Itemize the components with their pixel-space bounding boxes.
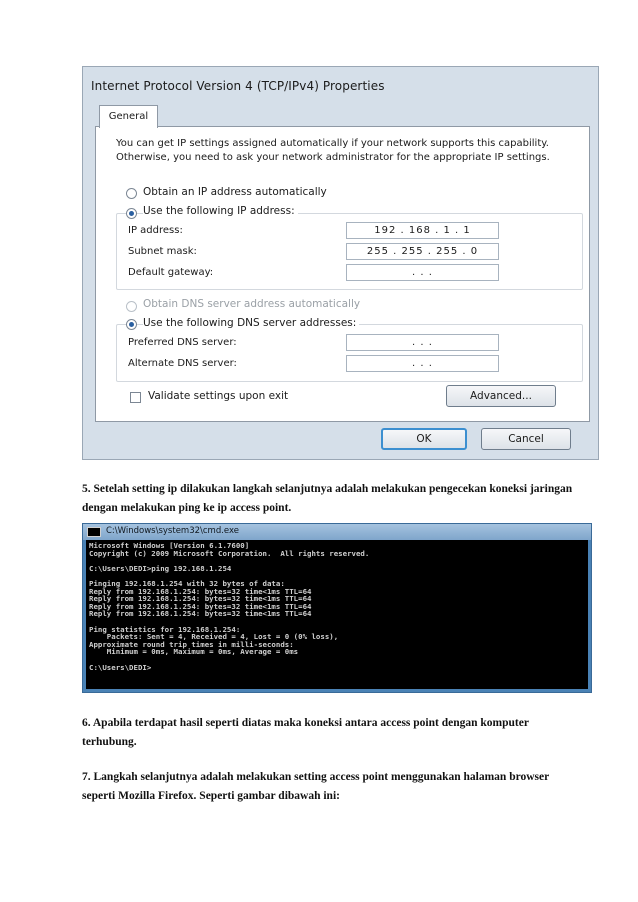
tab-general[interactable]: General xyxy=(99,105,158,128)
tcpip-properties-screenshot xyxy=(82,66,599,460)
alternate-dns-label: Alternate DNS server: xyxy=(128,358,237,369)
cancel-button[interactable]: Cancel xyxy=(481,428,571,450)
validate-checkbox[interactable] xyxy=(130,392,141,403)
preferred-dns-field[interactable]: . . . xyxy=(346,334,499,351)
cmd-output-line: Ping statistics for 192.168.1.254: xyxy=(89,624,241,634)
general-tab-panel xyxy=(95,126,590,422)
ip-auto-radio[interactable] xyxy=(126,188,137,199)
cmd-output-line: Reply from 192.168.1.254: bytes=32 time<1ms TTL=64 xyxy=(89,586,312,596)
intro-text: You can get IP settings assigned automatically if your network supports this capability. Otherwise, you need to ask your network administrator for the appropriate IP settings. xyxy=(116,138,550,163)
cmd-output-line xyxy=(89,656,585,664)
cmd-output-line: Reply from 192.168.1.254: bytes=32 time<1ms TTL=64 xyxy=(89,594,312,604)
paragraph-step-5: 5. Setelah setting ip dilakukan langkah selanjutnya adalah melakukan pengecekan koneksi jaringan dengan melakukan ping ke ip access point. xyxy=(82,483,573,514)
cmd-window-title: C:\Windows\system32\cmd.exe xyxy=(106,526,240,536)
dns-auto-radio[interactable] xyxy=(126,301,137,312)
advanced-button[interactable]: Advanced... xyxy=(446,385,556,407)
dns-manual-radio[interactable] xyxy=(126,319,137,330)
cmd-output-line: C:\Users\DEDI>ping 192.168.1.254 xyxy=(89,563,232,573)
cmd-output-line: Pinging 192.168.1.254 with 32 bytes of data: xyxy=(89,578,285,588)
dns-settings-group xyxy=(116,324,583,382)
default-gateway-field[interactable]: . . . xyxy=(346,264,499,281)
dns-manual-label: Use the following DNS server addresses: xyxy=(143,317,359,329)
cmd-output-line: C:\Users\DEDI> xyxy=(89,662,152,672)
cmd-window-icon xyxy=(87,527,101,537)
cmd-output-line: Microsoft Windows [Version 6.1.7600] xyxy=(89,541,250,550)
dns-auto-label: Obtain DNS server address automatically xyxy=(143,298,361,310)
ip-address-field[interactable]: 192 . 168 . 1 . 1 xyxy=(346,222,499,239)
ip-address-label: IP address: xyxy=(128,225,183,236)
cmd-ping-screenshot xyxy=(82,523,592,693)
cmd-output-line: Approximate round trip times in milli-seconds: xyxy=(89,639,294,649)
subnet-mask-field[interactable]: 255 . 255 . 255 . 0 xyxy=(346,243,499,260)
alternate-dns-field[interactable]: . . . xyxy=(346,355,499,372)
dialog-title: Internet Protocol Version 4 (TCP/IPv4) Properties xyxy=(91,79,385,93)
cmd-titlebar xyxy=(83,524,591,540)
cmd-output-line: Reply from 192.168.1.254: bytes=32 time<1ms TTL=64 xyxy=(89,601,312,611)
ip-manual-label: Use the following IP address: xyxy=(143,205,298,217)
cmd-output-line: Packets: Sent = 4, Received = 4, Lost = 0 (0% loss), xyxy=(89,632,339,642)
paragraph-step-7: 7. Langkah selanjutnya adalah melakukan setting access point menggunakan halaman browser seperti Mozilla Firefox. Seperti gambar dibawah ini: xyxy=(82,771,550,802)
ip-auto-label: Obtain an IP address automatically xyxy=(143,186,327,198)
paragraph-step-6: 6. Apabila terdapat hasil seperti diatas maka koneksi antara access point dengan komputer terhubung. xyxy=(82,717,529,748)
preferred-dns-label: Preferred DNS server: xyxy=(128,337,237,348)
cmd-console[interactable] xyxy=(86,540,588,689)
cmd-output xyxy=(86,540,588,673)
ip-manual-radio[interactable] xyxy=(126,208,137,219)
ok-button[interactable]: OK xyxy=(381,428,467,450)
subnet-mask-label: Subnet mask: xyxy=(128,246,197,257)
default-gateway-label: Default gateway: xyxy=(128,267,214,278)
cmd-output-line: Minimum = 0ms, Maximum = 0ms, Average = 0ms xyxy=(89,647,299,657)
validate-label: Validate settings upon exit xyxy=(148,390,289,402)
cmd-output-line: Copyright (c) 2009 Microsoft Corporation. All rights reserved. xyxy=(89,548,370,558)
cmd-output-line: Reply from 192.168.1.254: bytes=32 time<1ms TTL=64 xyxy=(89,609,312,619)
